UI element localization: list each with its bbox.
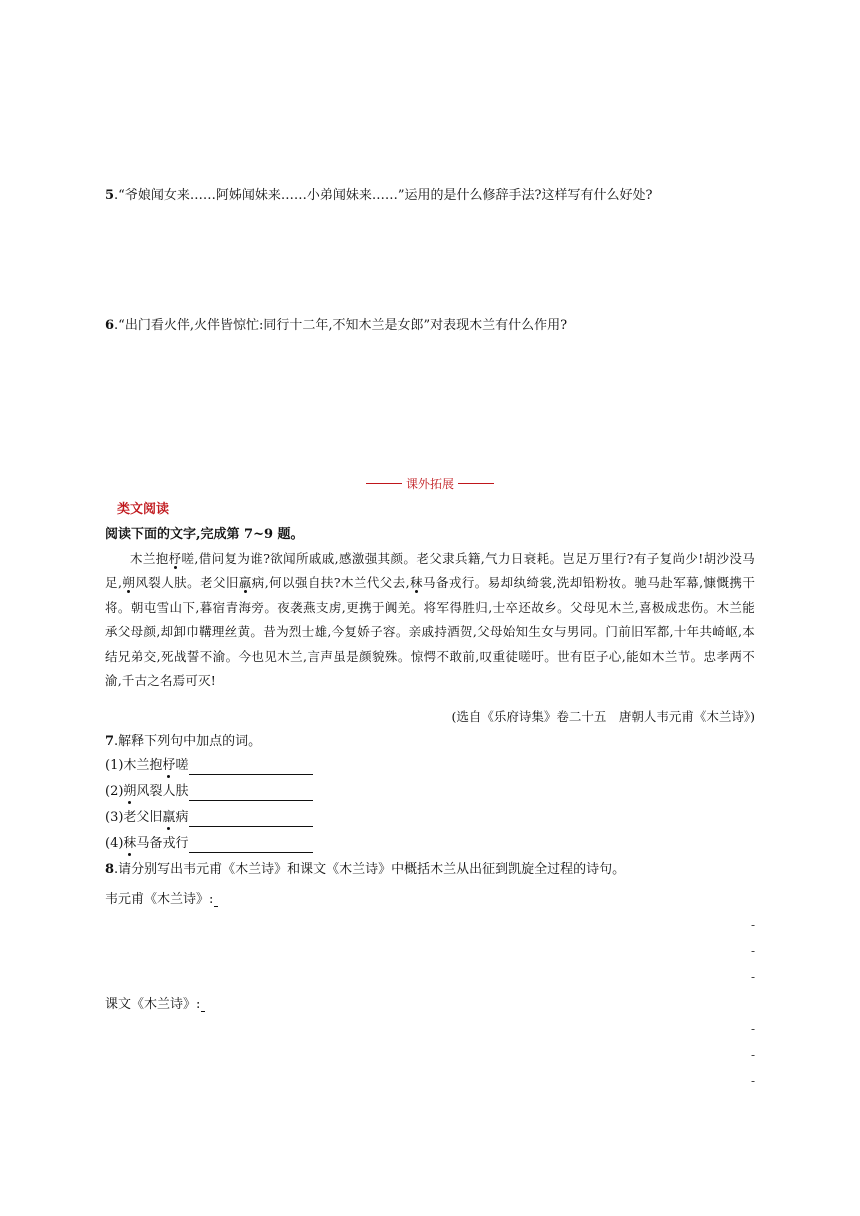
passage-text: 风裂人肤。老父旧 (135, 575, 239, 591)
answer-blank[interactable] (189, 812, 313, 827)
answer-underline[interactable] (201, 999, 205, 1012)
section-title: 类文阅读 (117, 502, 170, 517)
answer-underline[interactable] (214, 894, 218, 907)
question-7-number: 7 (105, 734, 115, 749)
q7-item-3 (105, 809, 313, 827)
divider-line-left (366, 483, 402, 484)
question-5-text: .“爷娘闻女来……阿姊闻妹来……小弟闻妹来……”运用的是什么修辞手法?这样写有什么好处? (114, 188, 653, 203)
answer-line-marker: - (751, 1048, 756, 1062)
section-divider (366, 474, 494, 492)
answer-line-marker: - (751, 944, 756, 958)
answer-label-textbook (105, 993, 205, 1012)
item-text: 病 (175, 810, 189, 825)
item-text: (3)老父旧 (105, 810, 163, 825)
item-text: (4) (105, 836, 124, 851)
question-8-text: .请分别写出韦元甫《木兰诗》和课文《木兰诗》中概括木兰从出征到凯旋全过程的诗句。 (114, 862, 626, 877)
item-text: 嗟 (175, 758, 189, 773)
dotted-char: 杼 (168, 551, 182, 566)
dotted-char: 朔 (122, 575, 136, 591)
passage-text: 马备戎行。易却纨绮裳,洗却铅粉妆。驰马赴军幕,慷慨携干将。朝屯雪山下,暮宿青海旁。夜袭燕支虏,更携于阗羌。将军得胜归,士卒还故乡。父母见木兰,喜极成悲伤。木兰能承父母颜,却卸巾鞲理丝黄。昔为烈士雄,今复娇子容。亲戚持酒贺,父母始知生女与男同。门前旧军都,十年共崎岖,本结兄弟交,死战誓不渝。今也见木兰,言声虽是颜貌殊。惊愕不敢前,叹重徒嗟吁。世有臣子心,能如木兰节。忠孝两不渝,千古之名焉可灭! (105, 575, 756, 689)
answer-label-wei (105, 888, 218, 907)
passage-text: 病,何以强自扶?木兰代父去, (251, 575, 410, 591)
q7-item-1 (105, 757, 313, 775)
question-5 (105, 187, 652, 205)
answer-line-marker: - (751, 1074, 756, 1088)
question-5-number: 5 (105, 188, 115, 203)
item-text: 马备戎行 (136, 836, 189, 851)
divider-label: 课外拓展 (406, 476, 455, 491)
answer-blank[interactable] (189, 838, 313, 853)
dotted-char: 羸 (238, 575, 252, 591)
q7-item-2 (105, 783, 313, 801)
item-text: (2) (105, 784, 124, 799)
divider-line-right (458, 483, 494, 484)
dotted-char: 秣 (409, 575, 424, 591)
item-text: 风裂人肤 (136, 784, 189, 799)
answer-blank[interactable] (189, 786, 313, 801)
reading-passage (105, 547, 755, 693)
label-text: 韦元甫《木兰诗》: (105, 892, 214, 907)
answer-blank[interactable] (189, 760, 313, 775)
dotted-char: 秣 (123, 836, 137, 851)
question-6-text: .“出门看火伴,火伴皆惊忙:同行十二年,不知木兰是女郎”对表现木兰有什么作用? (114, 318, 568, 333)
passage-source: (选自《乐府诗集》卷二十五 唐朝人韦元甫《木兰诗》) (451, 709, 755, 724)
item-text: (1)木兰抱 (105, 758, 163, 773)
question-6 (105, 317, 567, 335)
answer-line-marker: - (751, 1022, 756, 1036)
answer-line-marker: - (751, 918, 756, 932)
label-text: 课文《木兰诗》: (105, 997, 201, 1012)
question-8 (105, 861, 625, 879)
question-6-number: 6 (105, 318, 115, 333)
passage-text: 木兰抱 (130, 551, 169, 566)
q7-item-4 (105, 835, 313, 853)
dotted-char: 朔 (123, 784, 137, 799)
answer-line-marker: - (751, 970, 756, 984)
question-7 (105, 733, 261, 751)
passage-paragraph (105, 547, 755, 693)
dotted-char: 羸 (162, 810, 176, 825)
dotted-char: 杼 (162, 758, 176, 773)
question-7-text: .解释下列句中加点的词。 (114, 734, 262, 749)
reading-instruction: 阅读下面的文字,完成第 7~9 题。 (105, 527, 304, 542)
question-8-number: 8 (105, 862, 115, 877)
passage-text: 嗟,借问复为谁?欲闻所戚戚,感激强其颜。老父隶兵籍,气力日衰耗。岂足万里行?有子复尚少!胡沙没马足, (105, 551, 756, 591)
